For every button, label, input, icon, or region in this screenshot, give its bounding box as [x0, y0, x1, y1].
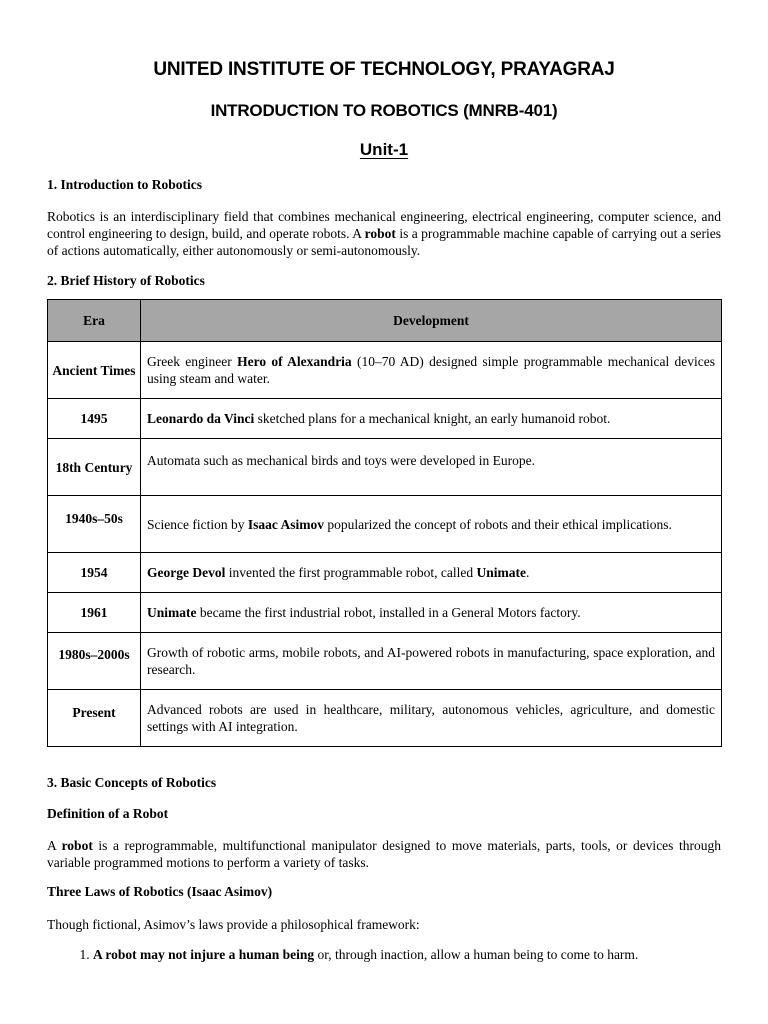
- table-header-row: [48, 300, 722, 342]
- introduction-paragraph: [47, 208, 721, 259]
- section-heading-basic-concepts: 3. Basic Concepts of Robotics: [47, 775, 217, 790]
- dev-text: popularized the concept of robots and their ethical implications.: [323, 516, 672, 532]
- table-row: [48, 439, 722, 496]
- development-cell: [141, 553, 722, 593]
- unit-title: [47, 140, 721, 160]
- column-header-era: Era: [48, 300, 141, 342]
- intro-text-after: is a programmable machine capable of carrying out a series of actions automatically, either autonomously or semi-autonomously.: [47, 226, 721, 258]
- table-row: [48, 496, 722, 553]
- development-cell: [141, 690, 722, 747]
- subheading-definition: Definition of a Robot: [47, 806, 169, 821]
- definition-text: A: [47, 838, 62, 853]
- dev-bold-text: Hero of Alexandria: [237, 354, 352, 369]
- era-cell: 18th Century: [48, 439, 141, 496]
- section-heading-history: 2. Brief History of Robotics: [47, 273, 205, 288]
- development-cell: [141, 399, 722, 439]
- dev-bold-text: Isaac Asimov: [247, 516, 324, 532]
- table-row: [48, 342, 722, 399]
- definition-text: is a reprogrammable, multifunctional manipulator designed to move materials, parts, tools, or devices through variable programmed motions to perform a variety of tasks.: [47, 838, 721, 870]
- development-cell: [141, 593, 722, 633]
- dev-text: Science fiction by: [147, 516, 248, 532]
- development-cell: [141, 342, 722, 399]
- dev-text: became the first industrial robot, installed in a General Motors factory.: [196, 605, 581, 620]
- law-bold-text: A robot may not injure a human being: [93, 947, 315, 962]
- list-item: [93, 947, 721, 963]
- era-cell: Ancient Times: [48, 342, 141, 399]
- era-cell: 1980s–2000s: [48, 633, 141, 690]
- dev-bold-text: Leonardo da Vinci: [147, 411, 255, 426]
- dev-bold-text: Unimate: [147, 605, 197, 620]
- dev-text: invented the first programmable robot, called: [225, 565, 477, 580]
- laws-intro: Though fictional, Asimov’s laws provide a philosophical framework:: [47, 917, 420, 932]
- era-cell: 1961: [48, 593, 141, 633]
- development-cell: [141, 633, 722, 690]
- table-row: [48, 633, 722, 690]
- section-heading-introduction: 1. Introduction to Robotics: [47, 177, 203, 192]
- column-header-development: Development: [141, 300, 722, 342]
- era-cell: Present: [48, 690, 141, 747]
- dev-text: Advanced robots are used in healthcare, military, autonomous vehicles, agriculture, and domestic settings with AI integration.: [147, 702, 715, 734]
- intro-bold-term: robot: [364, 226, 396, 241]
- definition-paragraph: [47, 837, 721, 871]
- table-row: [48, 399, 722, 439]
- table-row: [48, 690, 722, 747]
- institute-title: UNITED INSTITUTE OF TECHNOLOGY, PRAYAGRAJ: [153, 59, 615, 80]
- dev-text: sketched plans for a mechanical knight, an early humanoid robot.: [254, 411, 611, 426]
- dev-text: Growth of robotic arms, mobile robots, and AI-powered robots in manufacturing, space exploration, and research.: [147, 645, 715, 677]
- dev-text: Greek engineer: [147, 354, 238, 369]
- era-cell: 1495: [48, 399, 141, 439]
- dev-text: Automata such as mechanical birds and toys were developed in Europe.: [147, 453, 535, 468]
- table-row: [48, 553, 722, 593]
- laws-list: [47, 947, 721, 963]
- table-row: [48, 593, 722, 633]
- definition-bold-term: robot: [61, 838, 93, 853]
- era-cell: 1954: [48, 553, 141, 593]
- intro-text-before: Robotics is an interdisciplinary field that combines mechanical engineering, electrical engineering, computer science, and control engineering to design, build, and operate robots. A: [47, 209, 721, 241]
- dev-bold-text: Unimate: [476, 565, 527, 580]
- development-cell: [141, 496, 722, 553]
- dev-bold-text: George Devol: [147, 565, 226, 580]
- dev-text: .: [526, 565, 530, 580]
- course-title: INTRODUCTION TO ROBOTICS (MNRB-401): [210, 101, 558, 120]
- history-table: [47, 299, 722, 747]
- dev-text: (10–70 AD) designed simple programmable mechanical devices using steam and water.: [147, 354, 715, 386]
- unit-title-text: Unit-1: [359, 140, 409, 159]
- law-text: or, through inaction, allow a human being to come to harm.: [314, 947, 639, 962]
- subheading-three-laws: Three Laws of Robotics (Isaac Asimov): [47, 884, 273, 899]
- era-cell: 1940s–50s: [48, 496, 141, 553]
- development-cell: [141, 439, 722, 496]
